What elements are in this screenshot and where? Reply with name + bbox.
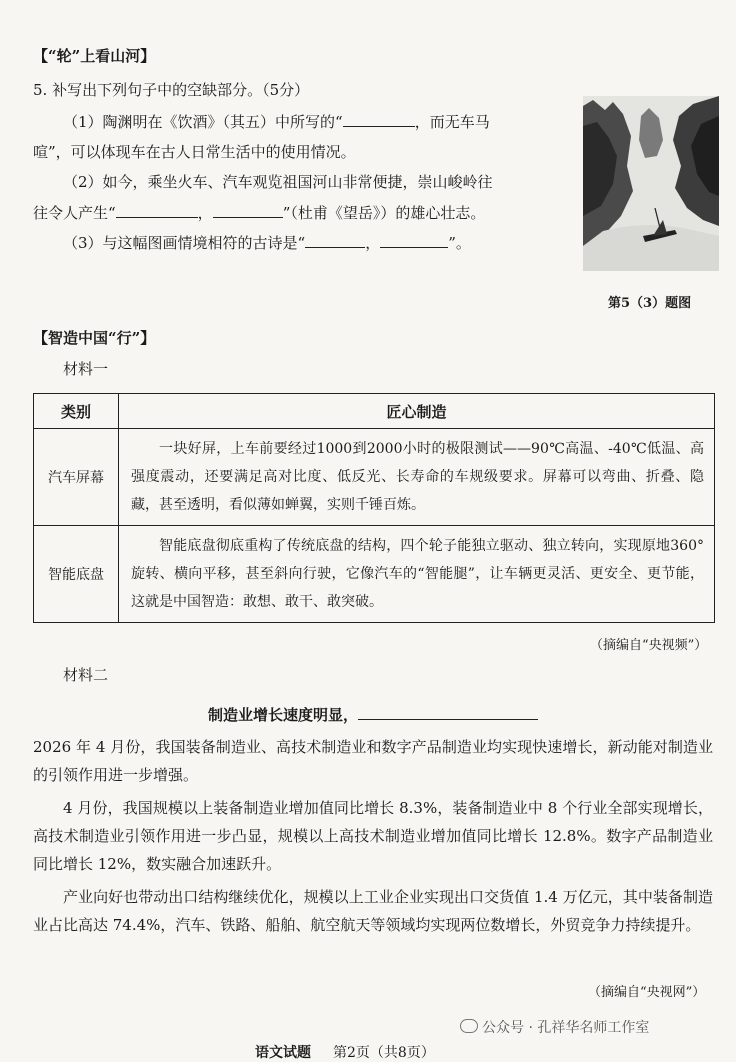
ink-landscape-illustration — [583, 96, 719, 271]
table-row — [34, 429, 715, 526]
material1-label: 材料一 — [63, 360, 109, 378]
table-header: 类别 — [34, 394, 119, 429]
table-header-row — [34, 394, 715, 429]
watermark: 公众号 · 孔祥华名师工作室 — [460, 1017, 649, 1037]
material2-label: 材料二 — [63, 666, 109, 684]
source-note-1: （摘编自“央视频”） — [590, 638, 708, 653]
table-cell-content: 一块好屏，上车前要经过1000到2000小时的极限测试——90℃高温、-40℃低温、高强度震动，还要满足高对比度、低反光、长寿命的车规级要求。屏幕可以弯曲、折叠、隐藏，甚至透明，看似薄如蝉翼，实则千锤百炼。 — [119, 429, 715, 526]
table-header: 匠心制造 — [119, 394, 715, 429]
page-footer — [255, 1042, 435, 1062]
material2-paragraph: 2026 年 4 月份，我国装备制造业、高技术制造业和数字产品制造业均实现快速增长，新动能对制造业的引领作用进一步增强。 — [33, 738, 713, 784]
table-row — [34, 526, 715, 623]
q5-item-1-line1: （1）陶渊明在《饮酒》（其五）中所写的“ ，而无车马 — [63, 113, 490, 131]
answer-blank[interactable] — [343, 125, 415, 127]
question-5: 5. 补写出下列句子中的空缺部分。（5分） — [33, 81, 310, 99]
table-cell-category: 汽车屏幕 — [34, 429, 119, 526]
section-title-2: 【智造中国“行”】 — [33, 329, 156, 347]
footer-page-number: 第2页（共8页） — [333, 1045, 435, 1061]
section-title-1: 【“轮”上看山河】 — [33, 47, 156, 65]
image-caption: 第5（3）题图 — [608, 296, 692, 311]
q5-item-1-line2: 喧”，可以体现车在古人日常生活中的使用情况。 — [33, 143, 356, 161]
answer-blank[interactable] — [380, 246, 448, 248]
table-cell-content: 智能底盘彻底重构了传统底盘的结构，四个轮子能独立驱动、独立转向，实现原地360°旋转、横向平移，甚至斜向行驶，它像汽车的“智能腿”，让车辆更灵活、更安全、更节能，这就是中国智造：敢想、敢干、敢突破。 — [119, 526, 715, 623]
material2-paragraph: 4 月份，我国规模以上装备制造业增加值同比增长 8.3%，装备制造业中 8 个行业全部实现增长，高技术制造业引领作用进一步凸显，规模以上高技术制造业增加值同比增长 12.8%。数字产品制造业同比增长 12%，数实融合加速跃升。 — [33, 799, 713, 873]
material1-table — [33, 393, 715, 623]
answer-blank[interactable] — [116, 216, 198, 218]
table-cell-category: 智能底盘 — [34, 526, 119, 623]
answer-blank[interactable] — [213, 216, 283, 218]
material2-title: 制造业增长速度明显， — [208, 704, 538, 725]
answer-blank[interactable] — [358, 718, 538, 720]
wechat-icon — [460, 1019, 478, 1033]
q5-item-2-line2: 往令人产生“ ， ”（杜甫《望岳》）的雄心壮志。 — [33, 204, 486, 222]
q5-item-2-line1: （2）如今，乘坐火车、汽车观览祖国河山非常便捷，崇山峻岭往 — [63, 173, 493, 191]
footer-subject: 语文试题 — [255, 1045, 311, 1061]
answer-blank[interactable] — [305, 246, 365, 248]
source-note-2: （摘编自“央视网”） — [588, 985, 706, 1000]
material2-paragraph: 产业向好也带动出口结构继续优化，规模以上工业企业实现出口交货值 1.4 万亿元，其中装备制造业占比高达 74.4%，汽车、铁路、船舶、航空航天等领域均实现两位数增长，外贸竞争力持续提升。 — [33, 888, 713, 934]
landscape-painting-image — [583, 96, 719, 271]
q5-item-3: （3）与这幅图画情境相符的古诗是“ ， ”。 — [63, 234, 471, 252]
